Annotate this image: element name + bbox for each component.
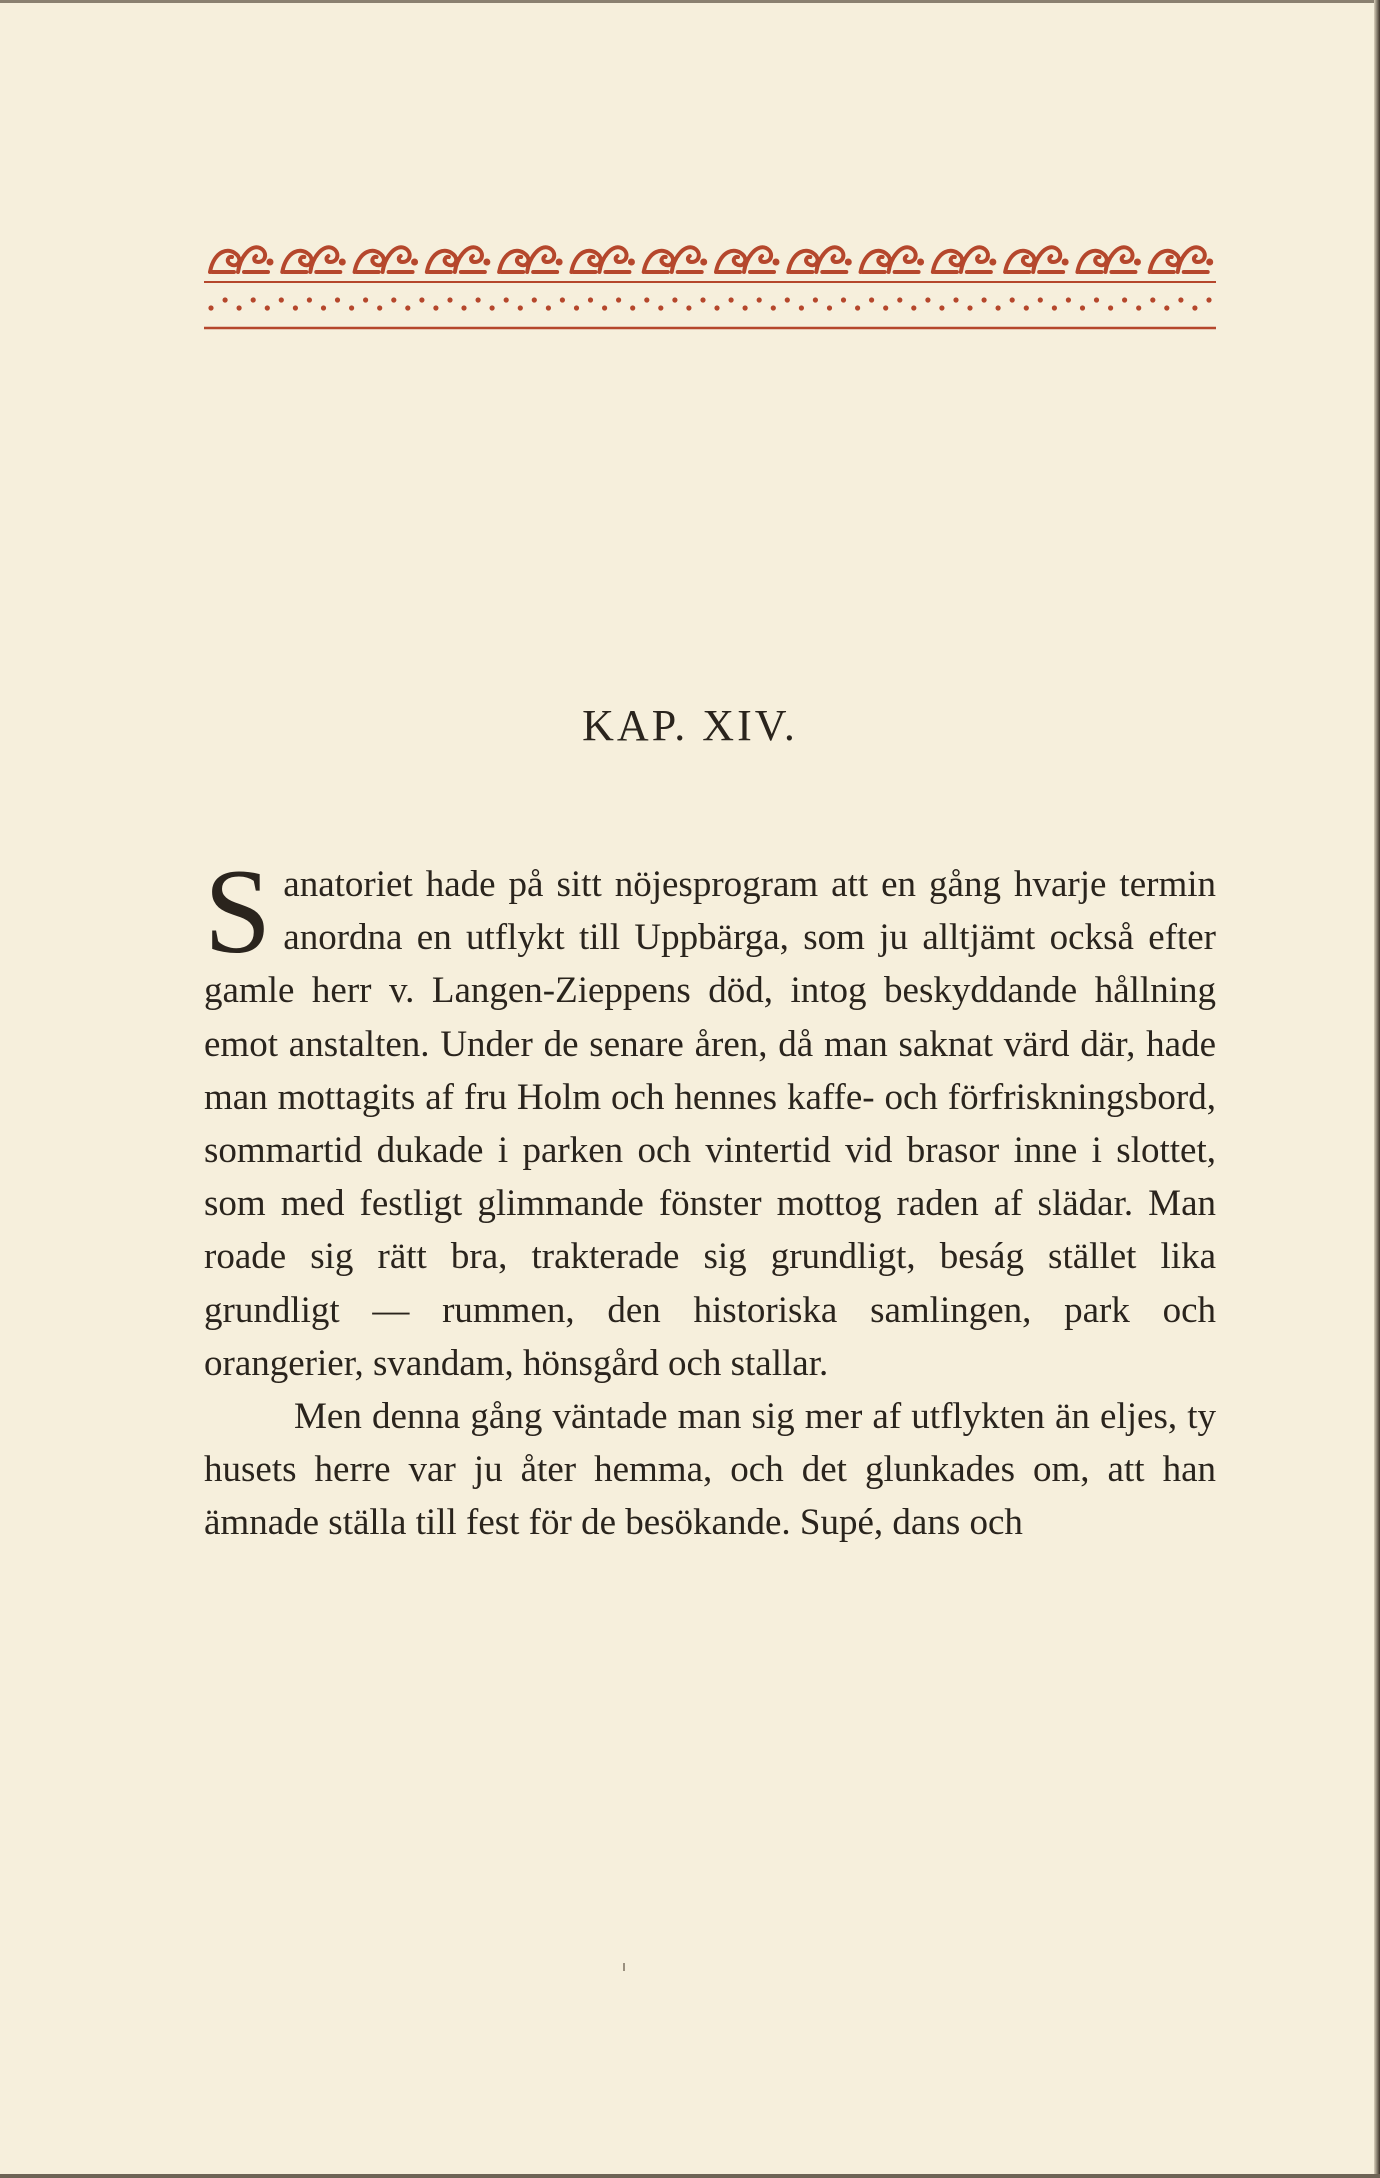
ornament-dot xyxy=(827,305,832,310)
ornament-dot xyxy=(953,297,958,302)
ornament-dot xyxy=(1136,305,1141,310)
ornament-dot xyxy=(433,305,438,310)
ornament-dot xyxy=(967,305,972,310)
page-edge-right xyxy=(1374,0,1380,2178)
ornament-dot xyxy=(349,305,354,310)
ornament-dot-row xyxy=(208,297,1211,310)
ornament-dot xyxy=(518,305,523,310)
ornament-scroll xyxy=(282,247,346,272)
ornament-dot xyxy=(757,297,762,302)
ornament-dot xyxy=(1094,297,1099,302)
ornament-dot xyxy=(1010,297,1015,302)
ornament-dot xyxy=(461,305,466,310)
ornament-dot xyxy=(714,305,719,310)
ornament-dot xyxy=(658,305,663,310)
ornament-dot xyxy=(1150,297,1155,302)
ornament-dot xyxy=(855,305,860,310)
ornament-scroll xyxy=(1005,247,1068,272)
ornament-dot xyxy=(996,305,1001,310)
page-edge-bottom xyxy=(0,2174,1380,2178)
ornament-dot xyxy=(644,297,649,302)
ornament-dot xyxy=(1080,305,1085,310)
ornament-dot xyxy=(630,305,635,310)
paragraph-2-text: Men denna gång väntade man sig mer af utflykten än eljes, ty husets herre var ju åter hemma, och det glunkades om, att han ämnade ställa till fest för de besökande. Supé, dans och xyxy=(204,1396,1216,1544)
ornament-dot xyxy=(982,297,987,302)
ornament-dot xyxy=(1052,305,1057,310)
ornament-dot xyxy=(237,305,242,310)
ornament-scroll xyxy=(788,247,852,272)
ornament-dot xyxy=(307,297,312,302)
ornament-scroll xyxy=(933,247,997,272)
ornament-dot xyxy=(1066,297,1071,302)
ornament-dot xyxy=(785,297,790,302)
ornament-dot xyxy=(939,305,944,310)
ornament-dot xyxy=(925,297,930,302)
chapter-heading: KAP. XIV. xyxy=(582,701,798,750)
ornament-dot xyxy=(602,305,607,310)
ornament-dot xyxy=(841,297,846,302)
ornament-scroll xyxy=(716,247,780,272)
paragraph-1-text: anatoriet hade på sitt nöjesprogram att en gång hvarje termin anordna en utflykt till Uppbärga, som ju alltjämt också efter gamle herr v. Langen-Zieppens död, intog beskyddande hållning emot anstalten. Under de senare åren, då man saknat värd där, hade man mottagits af fru Holm och hennes kaffe- och förfriskningsbord, sommartid dukade i parken och vintertid vid brasor inne i slottet, som med festligt glimmande fönster mottog raden af slädar. Man roade sig rätt bra, trakterade sig grundligt, beság stället lika grundligt — rummen, den historiska samlingen, park och orangerier, svandam, hönsgård och stallar. xyxy=(204,864,1216,1384)
ornament-dot xyxy=(743,305,748,310)
ornament-dot xyxy=(391,297,396,302)
ornament-scroll xyxy=(571,247,635,272)
ornament-scroll xyxy=(499,247,562,272)
ornament-dot xyxy=(546,305,551,310)
ornament-dot xyxy=(911,305,916,310)
ornament-dot xyxy=(672,297,677,302)
ornament-dot xyxy=(771,305,776,310)
ornament-dot xyxy=(1164,305,1169,310)
ornament-dot xyxy=(476,297,481,302)
ornament-scroll xyxy=(861,247,925,272)
paragraph-2 xyxy=(204,1390,1216,1550)
ornament-dot xyxy=(700,297,705,302)
page-edge-top xyxy=(0,0,1380,3)
ornament-dot xyxy=(1122,297,1127,302)
ornament-dot xyxy=(686,305,691,310)
ornament-scroll xyxy=(355,247,419,272)
drop-cap: S xyxy=(204,845,272,979)
ornament-dot xyxy=(504,297,509,302)
ornament-dot xyxy=(1192,305,1197,310)
ornament-scroll-row xyxy=(210,247,1213,272)
ornament-dot xyxy=(279,297,284,302)
ornament-dot xyxy=(616,297,621,302)
ornament-dot xyxy=(532,297,537,302)
ornament-scroll xyxy=(1077,247,1141,272)
ornament-dot xyxy=(335,297,340,302)
ornament-dot xyxy=(1024,305,1029,310)
ornament-scroll xyxy=(427,247,491,272)
ornament-dot xyxy=(897,297,902,302)
ornament-scroll xyxy=(1150,247,1214,272)
ornament-dot xyxy=(1038,297,1043,302)
ornament-dot xyxy=(208,305,213,310)
ornament-dot xyxy=(223,297,228,302)
ornament-dot xyxy=(883,305,888,310)
ornament-dot xyxy=(729,297,734,302)
ornament-scroll xyxy=(644,247,708,272)
ornament-dot xyxy=(419,297,424,302)
ornament-dot xyxy=(293,305,298,310)
ornament-dot xyxy=(588,297,593,302)
ornament-dot xyxy=(265,305,270,310)
ornament-dot xyxy=(490,305,495,310)
ornament-dot xyxy=(574,305,579,310)
ornament-dot xyxy=(1178,297,1183,302)
ornamental-border xyxy=(204,228,1216,332)
ornament-scroll xyxy=(210,247,274,272)
ornament-dot xyxy=(251,297,256,302)
ornament-dot xyxy=(560,297,565,302)
ornament-dot xyxy=(377,305,382,310)
ornament-dot xyxy=(869,297,874,302)
ornament-dot xyxy=(813,297,818,302)
body-text xyxy=(204,845,1216,1550)
ornament-dot xyxy=(321,305,326,310)
ornament-dot xyxy=(447,297,452,302)
paragraph-1 xyxy=(204,845,1216,1390)
ornament-dot xyxy=(799,305,804,310)
ornament-dot xyxy=(363,297,368,302)
ornament-dot xyxy=(405,305,410,310)
ornament-dot xyxy=(1108,305,1113,310)
ornament-dot xyxy=(1206,297,1211,302)
stray-mark xyxy=(623,1963,625,1971)
